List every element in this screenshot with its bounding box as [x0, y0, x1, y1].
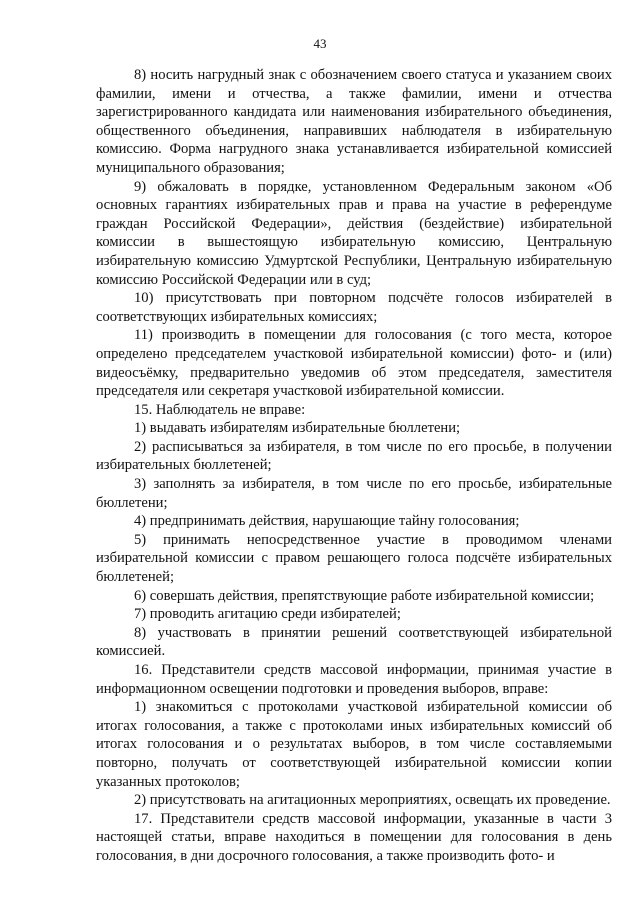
paragraph: 5) принимать непосредственное участие в проводимом членами избирательной комиссии с правом решающего голоса подсчёте избирательных бюллетеней;: [96, 531, 612, 586]
paragraph: 10) присутствовать при повторном подсчёте голосов избирателей в соответствующих избирательных комиссиях;: [96, 290, 612, 325]
paragraph: 6) совершать действия, препятствующие работе избирательной комиссии;: [134, 587, 595, 604]
paragraph: 7) проводить агитацию среди избирателей;: [134, 606, 401, 623]
section-heading: 15. Наблюдатель не вправе:: [134, 401, 306, 418]
paragraph: 11) производить в помещении для голосования (с того места, которое определено председателем участковой избирательной комиссии) фото- и (или) видеосъёмку, предварительно уведомив об этом председателя, заместителя председателя или секретаря участковой избирательной комиссии.: [96, 327, 612, 400]
paragraph: 4) предпринимать действия, нарушающие тайну голосования;: [134, 513, 520, 530]
paragraph: 3) заполнять за избирателя, в том числе по его просьбе, избирательные бюллетени;: [96, 476, 612, 511]
paragraph: 8) участвовать в принятии решений соответствующей избирательной комиссией.: [96, 624, 612, 660]
paragraph: 1) выдавать избирателям избирательные бюллетени;: [134, 420, 461, 437]
paragraph: 17. Представители средств массовой информации, указанные в части 3 настоящей статьи, вправе находиться в помещении для голосования в день голосования, в дни досрочного голосования, а также производить фото- и: [96, 810, 612, 864]
paragraph: 8) носить нагрудный знак с обозначением своего статуса и указанием своих фамилии, имени и отчества, а также фамилии, имени и отчества зарегистрированного кандидата или наименования избирательного объединения, общественного объединения, направивших наблюдателя в избирательную комиссию. Форма нагрудного знака устанавливается избирательной комиссией муниципального образования;: [96, 67, 612, 176]
paragraph: 2) присутствовать на агитационных мероприятиях, освещать их проведение.: [134, 792, 611, 809]
paragraph: 1) знакомиться с протоколами участковой избирательной комиссии об итогах голосования, а также с протоколами иных избирательных комиссий об итогах голосования и о результатах выборов, в том числе составляемыми повторно, получать от соответствующей избирательной комиссии копии указанных протоколов;: [96, 699, 612, 790]
page-number: 43: [313, 36, 327, 51]
section-heading: 16. Представители средств массовой информации, принимая участие в информационном освещении подготовки и проведения выборов, вправе:: [96, 662, 612, 697]
paragraph: 9) обжаловать в порядке, установленном Федеральным законом «Об основных гарантиях избирательных прав и права на участие в референдуме граждан Российской Федерации», действия (бездействие) избирательной комиссии в вышестоящую избирательную комиссию, Центральную избирательную комиссию Удмуртской Республики, Центральную избирательную комиссию Российской Федерации или в суд;: [96, 178, 612, 288]
paragraph: 2) расписываться за избирателя, в том числе по его просьбе, в получении избирательных бюллетеней;: [96, 438, 612, 474]
document-body: [96, 66, 612, 866]
